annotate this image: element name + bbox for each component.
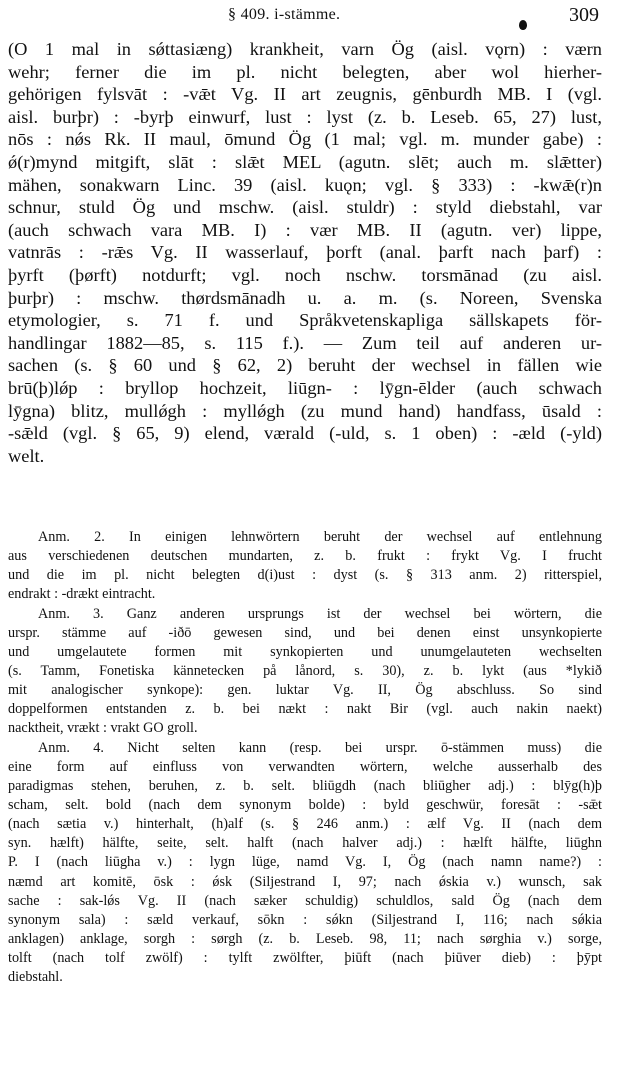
text-line: (O 1 mal in sǿttasiæng) krankheit, varn Ög (aisl. vǫrn) : værn <box>8 39 602 59</box>
note-line: sache : sak-lǿs Vg. II (nach sæker schuldig) schuldlos, sald Ög (nach dem <box>8 892 602 909</box>
text-line: nōs : nǿs Rk. II maul, ōmund Ög (1 mal; vgl. m. munder gabe) : <box>8 129 602 150</box>
note-line: urspr. stämme auf -iðō gewesen sind, und bei denen einst unsynkopierte <box>8 624 602 641</box>
text-line: vatnrās : -rǣs Vg. II wasserlauf, þorft (anal. þarft nach þarf) : <box>8 242 602 263</box>
text-line: brū(þ)lǿp : bryllop hochzeit, liūgn- : lȳgn-ēlder (auch schwach <box>8 377 602 398</box>
page-header <box>0 4 621 28</box>
text-line: lȳgna) blitz, mullǿgh : myllǿgh (zu mund hand) handfass, ūsald : <box>8 400 602 421</box>
note-line: synonym sala) : sæld verkauf, sōkn : sǿkn (Siljestrand I, 116; nach sǿkia <box>8 911 602 928</box>
note-line: doppelformen entstanden z. b. bei nækt : nakt Bir (vgl. auch nakin naekt) <box>8 701 602 718</box>
note-line: P. I (nach liūgha v.) : lygn lüge, namd Vg. I, Ög (nach namn name?) : <box>8 854 602 871</box>
text-line: welt. <box>8 445 45 466</box>
note-line: diebstahl. <box>8 969 63 986</box>
note-line: tolft (nach tolf zwölf) : tylft zwölfter, þiūft (nach þiūver dieb) : þȳpt <box>8 950 602 967</box>
note-line: nacktheit, vrækt : vrakt GO groll. <box>8 720 198 737</box>
text-line: (auch schwach vara MB. I) : vær MB. II (agutn. ver) lippe, <box>8 219 602 240</box>
note-line: syn. hælft) hälfte, seite, selt. halft (nach halver adj.) : hælft hälfte, liūghn <box>8 835 602 852</box>
text-line: schnur, stuld Ög und mschw. (aisl. stuldr) : styld diebstahl, var <box>8 197 602 218</box>
note-line: Anm. 2. In einigen lehnwörtern beruht der wechsel auf entlehnung <box>38 529 602 545</box>
note-line: paradigmas stehen, beruhen, z. b. selt. bliūgdh (nach bliūgher adj.) : blȳg(h)þ <box>8 777 602 794</box>
main-paragraph <box>8 38 602 467</box>
text-line: aisl. burþr) : -byrþ einwurf, lust : lyst (z. b. Leseb. 65, 27) lust, <box>8 106 602 127</box>
page-number: 309 <box>569 4 599 26</box>
note-line: Anm. 3. Ganz anderen ursprungs ist der wechsel bei wörtern, die <box>38 605 602 622</box>
ink-blot <box>519 20 527 30</box>
text-line: sachen (s. § 60 und § 62, 2) beruht der wechsel in fällen wie <box>8 355 602 376</box>
note-line: mit analogischer synkope): gen. luktar Vg. II, Ög abschluss. So sind <box>8 682 602 699</box>
running-head: § 409. i-stämme. <box>228 6 341 23</box>
text-line: gehörigen fylsvāt : -vǣt Vg. II art zeugnis, gēnburdh MB. I (vgl. <box>8 84 602 105</box>
text-line: þyrft (þørft) notdurft; vgl. noch nschw. torsmānad (zu aisl. <box>8 264 602 285</box>
note-line: næmd art komitē, ōsk : ǿsk (Siljestrand I, 97; nach ǿskia v.) wunsch, sak <box>8 873 602 890</box>
note-line: und umgelautete formen mit synkopierten und unumgelauteten wechselten <box>8 643 602 660</box>
note-line: scham, selt. bold (nach dem synonym bolde) : byld geschwür, foresāt : -sǣt <box>8 796 602 813</box>
annotations-block <box>8 528 602 987</box>
note-line: anklagen) anklage, sorgh : sørgh (z. b. Leseb. 98, 11; nach sørghia v.) sorge, <box>8 930 602 947</box>
note-line: endrakt : -drækt eintracht. <box>8 586 156 603</box>
note-line: aus verschiedenen deutschen mundarten, z. b. frukt : frykt Vg. I frucht <box>8 548 602 565</box>
note-line: und die im pl. nicht belegten d(i)ust : dyst (s. § 313 anm. 2) ritterspiel, <box>8 567 602 584</box>
note-line: Anm. 4. Nicht selten kann (resp. bei urspr. ō-stämmen muss) die <box>38 739 602 756</box>
text-line: wehr; ferner die im pl. nicht belegten, aber wol hierher- <box>8 61 602 82</box>
text-line: mähen, sonakwarn Linc. 39 (aisl. kuǫn; vgl. § 333) : -kwǣ(r)n <box>8 174 602 195</box>
text-line: þurþr) : mschw. thørdsmānadh u. a. m. (s. Noreen, Svenska <box>8 287 602 308</box>
text-line: -sǣld (vgl. § 65, 9) elend, værald (-uld, s. 1 oben) : -æld (-yld) <box>8 423 602 444</box>
note-line: (s. Tamm, Fonetiska kännetecken på lånord, s. 30), z. b. lykt (aus *lykið <box>8 662 602 679</box>
text-line: handlingar 1882—85, s. 115 f.). — Zum teil auf anderen ur- <box>8 332 602 353</box>
note-line: eine form auf einfluss von verwandten wörtern, welche ausserhalb des <box>8 758 602 775</box>
note-line: (nach sætia v.) hinterhalt, (h)alf (s. § 246 anm.) : ælf Vg. II (nach dem <box>8 816 602 833</box>
text-line: etymologier, s. 71 f. und Språkvetenskapliga sällskapets för- <box>8 310 602 331</box>
text-line: ǿ(r)mynd mitgift, slāt : slǣt MEL (agutn. slēt; auch m. slǣtter) <box>8 151 602 172</box>
